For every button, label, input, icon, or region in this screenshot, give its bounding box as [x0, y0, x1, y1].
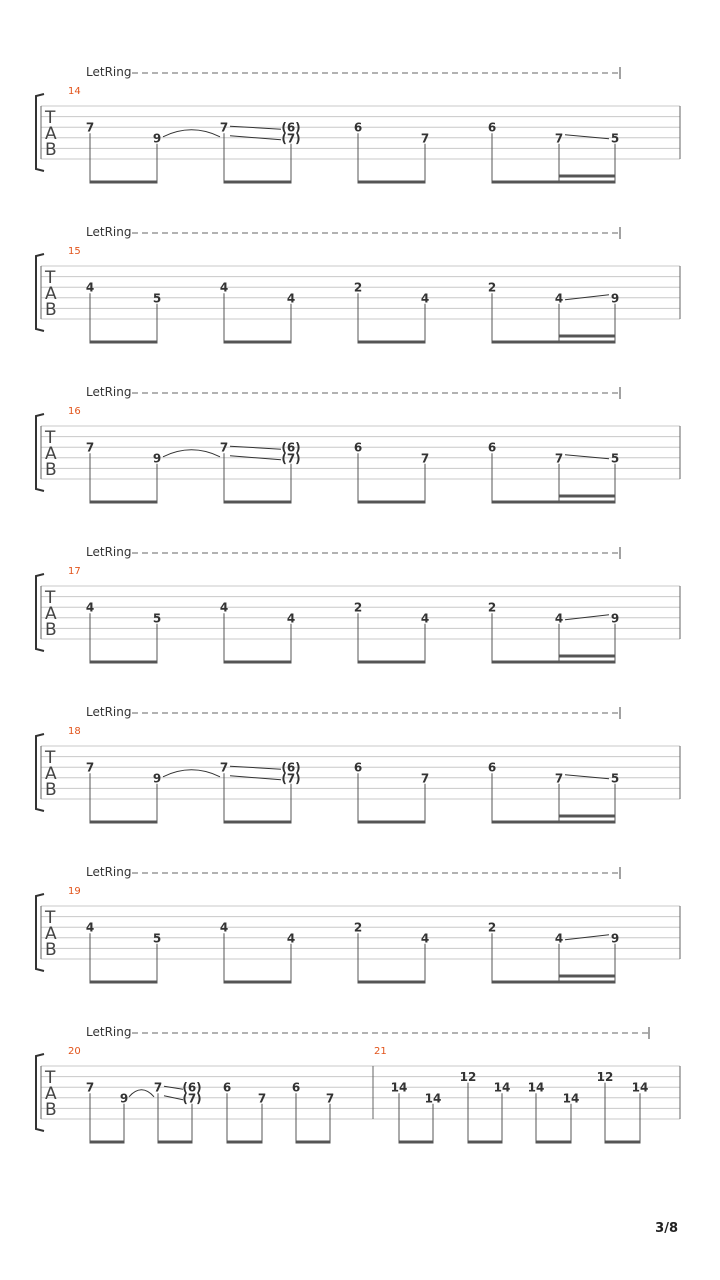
note-beam [358, 501, 425, 504]
fret-number: (7) [281, 771, 301, 786]
note-beam [559, 335, 615, 338]
fret-number: 4 [85, 920, 95, 935]
clef-letter-t: T [45, 268, 56, 288]
note-beam [492, 181, 615, 184]
clef-letter-a: A [45, 444, 57, 464]
note-beam [605, 1141, 640, 1144]
note-beam [296, 1141, 330, 1144]
note-beam [559, 175, 615, 178]
fret-number: 5 [152, 931, 162, 946]
tie-arc [163, 770, 220, 777]
fret-number: 2 [353, 280, 363, 295]
fret-number: 14 [424, 1091, 442, 1106]
fret-number: 9 [119, 1091, 129, 1106]
tab-system [36, 865, 680, 984]
note-beam [90, 501, 157, 504]
measure-number: 21 [374, 1046, 387, 1057]
let-ring-label: LetRing [86, 65, 132, 79]
fret-number: 7 [219, 760, 229, 775]
tab-system [36, 1025, 680, 1144]
measure-number: 17 [68, 566, 81, 577]
clef-letter-b: B [45, 620, 57, 640]
let-ring-label: LetRing [86, 225, 132, 239]
fret-number: (7) [182, 1091, 202, 1106]
fret-number: 6 [291, 1080, 301, 1095]
measure [68, 886, 619, 984]
fret-number: 6 [353, 760, 363, 775]
note-beam [492, 661, 615, 664]
clef-letter-a: A [45, 1084, 57, 1104]
fret-number: 4 [286, 291, 296, 306]
note-beam [224, 181, 291, 184]
note-beam [90, 981, 157, 984]
note-beam [492, 501, 615, 504]
note-beam [559, 655, 615, 658]
fret-number: (7) [281, 451, 301, 466]
note-beam [358, 821, 425, 824]
tie-arc [163, 450, 220, 457]
note-beam [492, 821, 615, 824]
note-beam [399, 1141, 433, 1144]
clef-letter-t: T [45, 748, 56, 768]
fret-number: 6 [222, 1080, 232, 1095]
fret-number: 14 [493, 1080, 511, 1095]
note-beam [90, 1141, 124, 1144]
tab-system [36, 705, 680, 824]
fret-number: 6 [487, 760, 497, 775]
measure-number: 19 [68, 886, 81, 897]
note-beam [492, 341, 615, 344]
clef-letter-b: B [45, 940, 57, 960]
tie-arc [163, 130, 220, 137]
fret-number: 7 [85, 1080, 95, 1095]
measure [68, 406, 619, 504]
fret-number: 5 [152, 611, 162, 626]
let-ring-label: LetRing [86, 385, 132, 399]
fret-number: 2 [487, 920, 497, 935]
fret-number: 9 [152, 451, 162, 466]
fret-number: 7 [219, 440, 229, 455]
fret-number: 14 [390, 1080, 408, 1095]
tab-system [36, 225, 680, 344]
fret-number: 4 [219, 280, 229, 295]
note-beam [227, 1141, 262, 1144]
clef-letter-b: B [45, 780, 57, 800]
fret-number: (6) [281, 440, 301, 455]
fret-number: 4 [420, 611, 430, 626]
fret-number: 4 [219, 920, 229, 935]
tie-arc [129, 1090, 154, 1097]
tab-system [36, 385, 680, 504]
let-ring-label: LetRing [86, 1025, 132, 1039]
fret-number: 7 [85, 760, 95, 775]
note-beam [90, 341, 157, 344]
note-beam [358, 661, 425, 664]
fret-number: 5 [152, 291, 162, 306]
fret-number: 5 [610, 771, 620, 786]
note-beam [492, 981, 615, 984]
note-beam [358, 181, 425, 184]
note-beam [224, 661, 291, 664]
fret-number: 7 [257, 1091, 267, 1106]
fret-number: 7 [85, 440, 95, 455]
clef-letter-b: B [45, 460, 57, 480]
measure-number: 20 [68, 1046, 81, 1057]
fret-number: 9 [610, 291, 620, 306]
note-beam [559, 495, 615, 498]
measure [68, 86, 619, 184]
note-beam [559, 975, 615, 978]
fret-number: (7) [281, 131, 301, 146]
fret-number: 12 [596, 1070, 614, 1085]
note-beam [224, 821, 291, 824]
fret-number: 7 [420, 131, 430, 146]
clef-letter-t: T [45, 428, 56, 448]
fret-number: 9 [152, 131, 162, 146]
note-beam [90, 181, 157, 184]
clef-letter-a: A [45, 284, 57, 304]
measure-number: 14 [68, 86, 81, 97]
clef-letter-t: T [45, 588, 56, 608]
clef-letter-b: B [45, 1100, 57, 1120]
fret-number: 6 [487, 440, 497, 455]
fret-number: 7 [554, 451, 564, 466]
measure [68, 246, 619, 344]
note-beam [224, 981, 291, 984]
fret-number: 4 [554, 611, 564, 626]
fret-number: 4 [554, 291, 564, 306]
note-beam [559, 815, 615, 818]
fret-number: 2 [353, 920, 363, 935]
note-beam [358, 981, 425, 984]
fret-number: 4 [85, 600, 95, 615]
measure [373, 1046, 648, 1144]
clef-letter-b: B [45, 140, 57, 160]
note-beam [158, 1141, 192, 1144]
tab-system [36, 65, 680, 184]
measure [68, 726, 619, 824]
fret-number: 5 [610, 131, 620, 146]
clef-letter-b: B [45, 300, 57, 320]
fret-number: 6 [487, 120, 497, 135]
fret-number: 9 [152, 771, 162, 786]
fret-number: 4 [286, 611, 296, 626]
fret-number: 2 [353, 600, 363, 615]
fret-number: 4 [219, 600, 229, 615]
tab-system [36, 545, 680, 664]
fret-number: 12 [459, 1070, 477, 1085]
fret-number: 7 [325, 1091, 335, 1106]
fret-number: 7 [554, 131, 564, 146]
let-ring-label: LetRing [86, 705, 132, 719]
fret-number: 2 [487, 600, 497, 615]
note-beam [224, 341, 291, 344]
let-ring-label: LetRing [86, 865, 132, 879]
measure [68, 1046, 334, 1144]
note-beam [90, 661, 157, 664]
fret-number: 2 [487, 280, 497, 295]
measure-number: 15 [68, 246, 81, 257]
fret-number: 7 [219, 120, 229, 135]
fret-number: 7 [554, 771, 564, 786]
fret-number: (6) [182, 1080, 202, 1095]
clef-letter-a: A [45, 924, 57, 944]
fret-number: 4 [85, 280, 95, 295]
fret-number: 7 [85, 120, 95, 135]
fret-number: 4 [286, 931, 296, 946]
fret-number: 4 [420, 931, 430, 946]
note-beam [90, 821, 157, 824]
fret-number: 7 [420, 451, 430, 466]
clef-letter-t: T [45, 1068, 56, 1088]
fret-number: 6 [353, 440, 363, 455]
fret-number: 7 [420, 771, 430, 786]
fret-number: 4 [554, 931, 564, 946]
note-beam [468, 1141, 502, 1144]
note-beam [358, 341, 425, 344]
let-ring-label: LetRing [86, 545, 132, 559]
clef-letter-a: A [45, 604, 57, 624]
note-beam [224, 501, 291, 504]
measure-number: 18 [68, 726, 81, 737]
note-beam [536, 1141, 571, 1144]
clef-letter-t: T [45, 108, 56, 128]
fret-number: 7 [153, 1080, 163, 1095]
fret-number: 9 [610, 611, 620, 626]
clef-letter-a: A [45, 124, 57, 144]
clef-letter-a: A [45, 764, 57, 784]
fret-number: 9 [610, 931, 620, 946]
measure-number: 16 [68, 406, 81, 417]
fret-number: 4 [420, 291, 430, 306]
clef-letter-t: T [45, 908, 56, 928]
measure [68, 566, 619, 664]
fret-number: 14 [562, 1091, 580, 1106]
fret-number: 14 [631, 1080, 649, 1095]
fret-number: 6 [353, 120, 363, 135]
page-number: 3/8 [655, 1221, 678, 1236]
fret-number: (6) [281, 760, 301, 775]
fret-number: 5 [610, 451, 620, 466]
fret-number: 14 [527, 1080, 545, 1095]
fret-number: (6) [281, 120, 301, 135]
